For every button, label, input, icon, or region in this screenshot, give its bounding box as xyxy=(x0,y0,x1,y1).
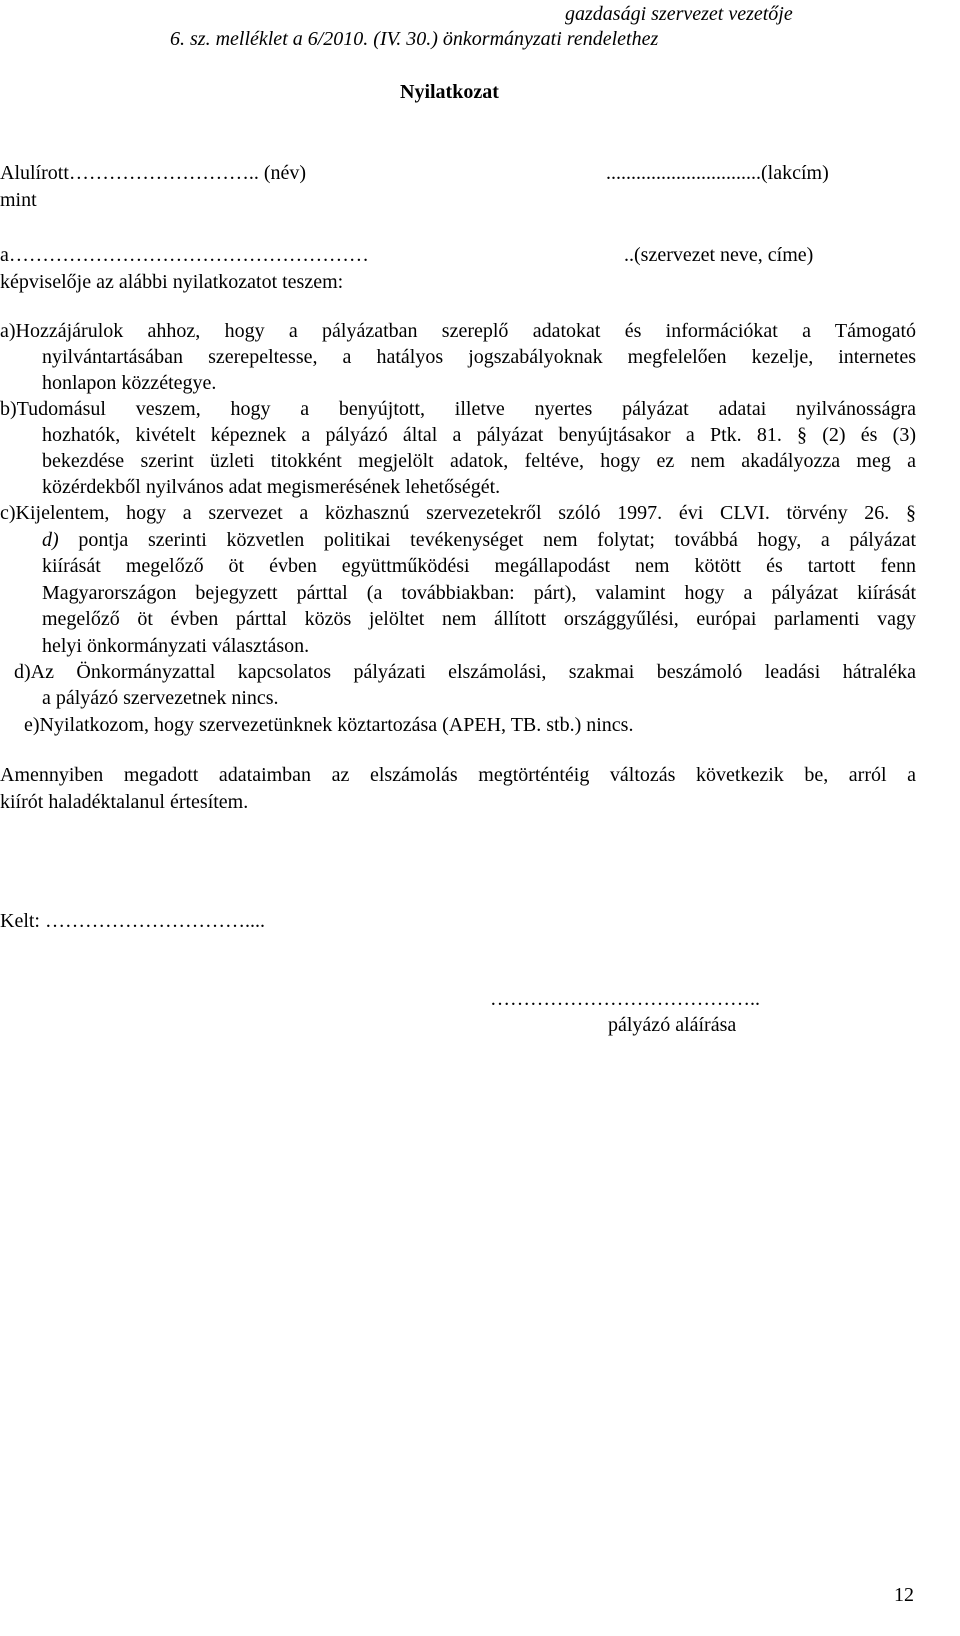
item-e-line-1: e)Nyilatkozom, hogy szervezetünknek köztartozása (APEH, TB. stb.) nincs. xyxy=(24,714,634,736)
item-c-line-1: c)Kijelentem, hogy a szervezet a közhasznú szervezetekről szóló 1997. évi CLVI. törvény 26. § xyxy=(0,502,916,524)
item-b-line-4: közérdekből nyilvános adat megismerésének lehetőségét. xyxy=(42,476,501,498)
signature-label: pályázó aláírása xyxy=(608,1014,737,1036)
item-a-line-1: a)Hozzájárulok ahhoz, hogy a pályázatban szereplő adatokat és információkat a Támogató xyxy=(0,320,916,342)
item-d-line-2: a pályázó szervezetnek nincs. xyxy=(42,687,279,709)
item-a-line-3: honlapon közzétegye. xyxy=(42,372,217,394)
intro-representative: képviselője az alábbi nyilatkozatot teszem: xyxy=(0,271,344,293)
item-b-line-2: hozhatók, kivételt képeznek a pályázó által a pályázat benyújtásakor a Ptk. 81. § (2) és (3) xyxy=(42,424,916,446)
item-c-line-5: megelőző öt évben párttal közös jelöltet nem állított országgyűlési, európai parlamenti vagy xyxy=(42,608,916,630)
item-c-line-4: Magyarországon bejegyzett párttal (a továbbiakban: párt), valamint hogy a pályázat kiírását xyxy=(42,582,916,604)
intro-org-dots: a……………………………………………… xyxy=(0,244,369,266)
intro-address-line: ...............................(lakcím) xyxy=(606,162,829,184)
closing-line-1: Amennyiben megadott adataimban az elszámolás megtörténtéig változás következik be, arról a xyxy=(0,764,916,786)
intro-mint: mint xyxy=(0,189,37,211)
closing-line-2: kiírót haladéktalanul értesítem. xyxy=(0,791,249,813)
page-number: 12 xyxy=(894,1584,914,1606)
item-c-line-6: helyi önkormányzati választáson. xyxy=(42,635,310,657)
item-c-line-2 xyxy=(42,528,916,552)
item-b-line-1: b)Tudomásul veszem, hogy a benyújtott, illetve nyertes pályázat adatai nyilvánosságra xyxy=(0,398,916,420)
item-c-point-d: d) xyxy=(42,529,59,551)
item-c-line-2-text: pontja szerinti közvetlen politikai tevékenységet nem folytat; továbbá hogy, a pályázat xyxy=(58,529,916,551)
item-b-line-3: bekezdése szerint üzleti titokként megjelölt adatok, feltéve, hogy ez nem akadályozza meg a xyxy=(42,450,916,472)
item-c-line-3: kiírását megelőző öt évben együttműködési megállapodást nem kötött és tartott fenn xyxy=(42,555,916,577)
header-top-right: gazdasági szervezet vezetője xyxy=(565,3,793,25)
date-line: Kelt: ………………………….... xyxy=(0,910,265,932)
intro-name-line: Alulírott……………………….. (név) xyxy=(0,162,307,184)
item-a-line-2: nyilvántartásában szerepeltesse, a hatályos jogszabályoknak megfelelően kezelje, internetes xyxy=(42,346,916,368)
annex-reference: 6. sz. melléklet a 6/2010. (IV. 30.) önkormányzati rendelethez xyxy=(170,28,659,50)
signature-dots: ………………………………….. xyxy=(490,988,760,1010)
page-title: Nyilatkozat xyxy=(400,81,499,103)
intro-org-label: ..(szervezet neve, címe) xyxy=(624,244,814,266)
item-d-line-1: d)Az Önkormányzattal kapcsolatos pályázati elszámolási, szakmai beszámoló leadási hátraléka xyxy=(14,661,916,683)
